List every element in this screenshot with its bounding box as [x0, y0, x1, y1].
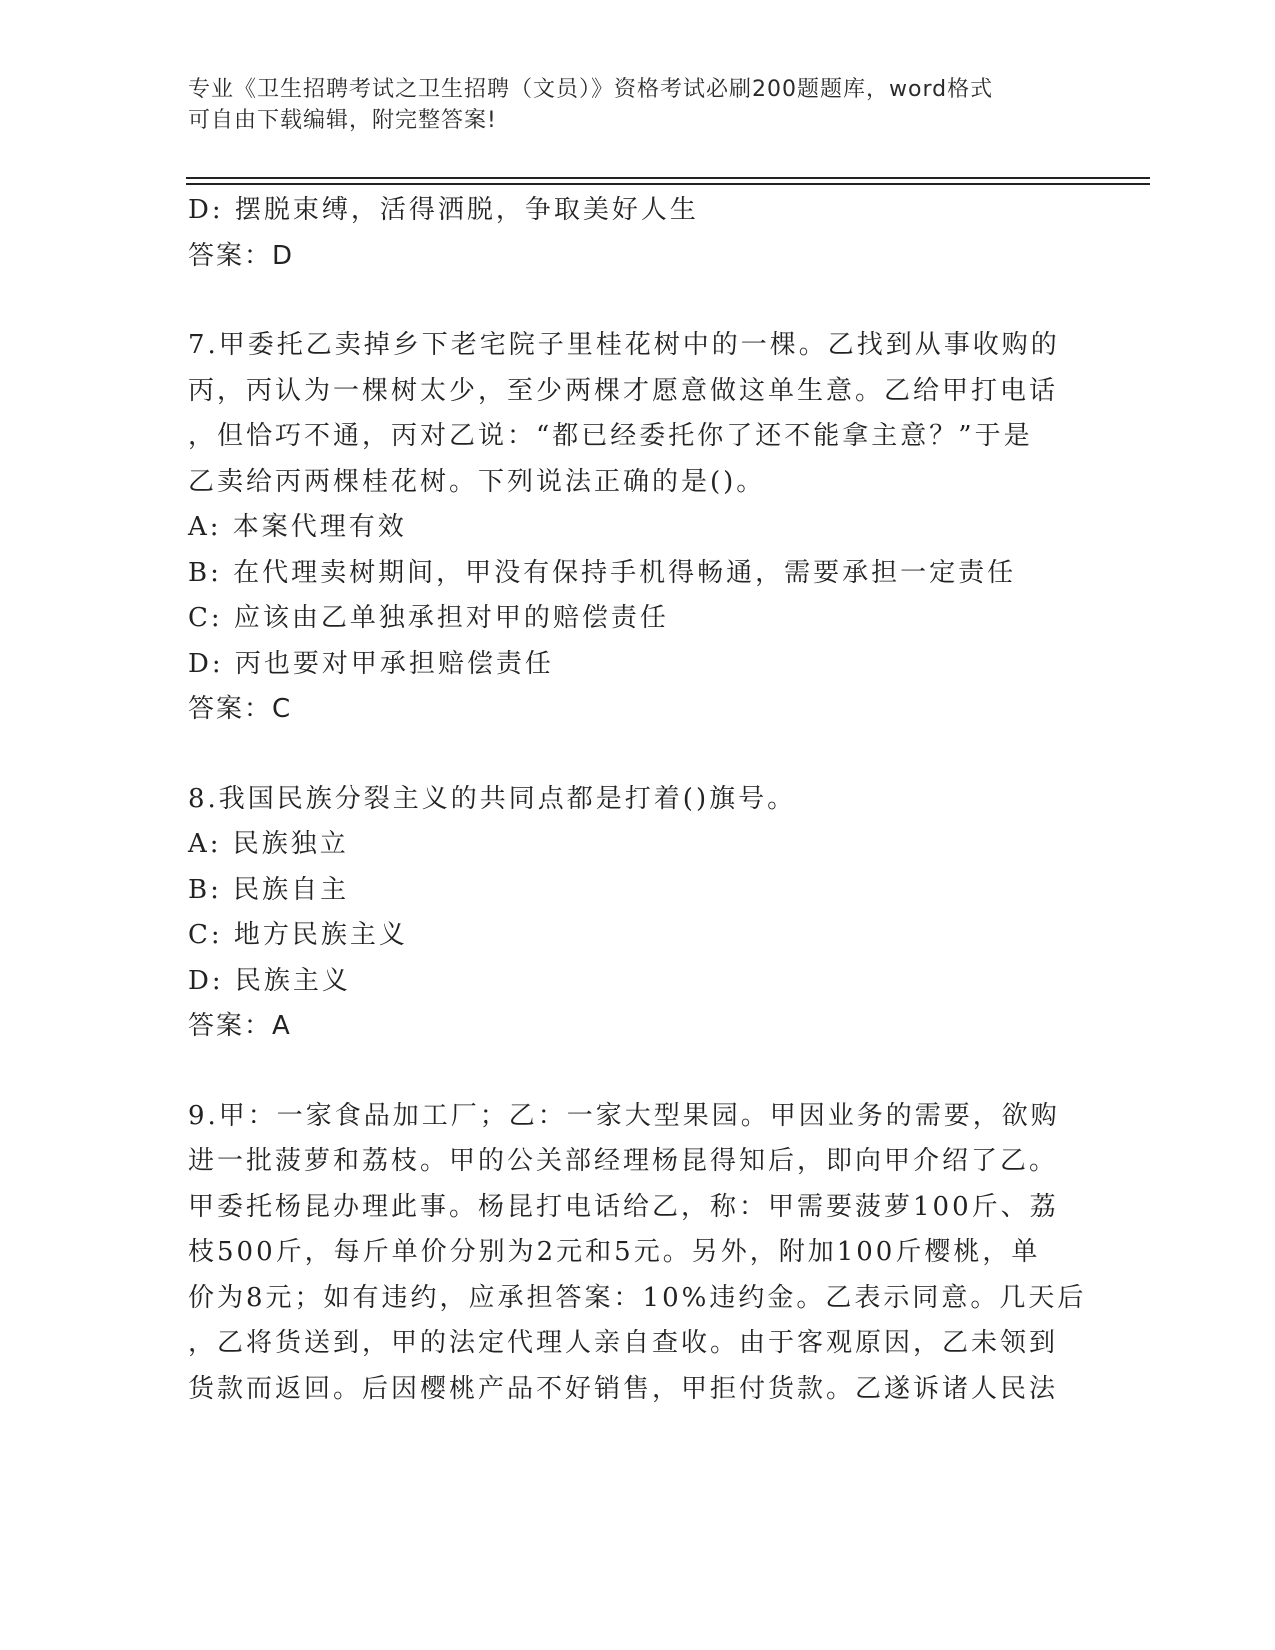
- question-block-9: [188, 1094, 1087, 1413]
- question-block-7: [188, 323, 1068, 733]
- question-text-line: 9.甲：一家食品加工厂；乙：一家大型果园。甲因业务的需要，欲购: [188, 1100, 1060, 1131]
- question-text-line: 丙，丙认为一棵树太少，至少两棵才愿意做这单生意。乙给甲打电话: [188, 375, 1059, 406]
- header-rule-bottom: [186, 183, 1150, 185]
- option-d: D: 丙也要对甲承担赔偿责任: [188, 648, 554, 679]
- question-text-line: 进一批菠萝和荔枝。甲的公关部经理杨昆得知后，即向甲介绍了乙。: [188, 1146, 1059, 1176]
- question-text-line: 乙卖给丙两棵桂花树。下列说法正确的是()。: [188, 466, 766, 497]
- question-text-line: ，乙将货送到，甲的法定代理人亲自查收。由于客观原因，乙未领到: [188, 1328, 1059, 1358]
- answer-line: 答案：A: [188, 1011, 292, 1041]
- document-header: [188, 74, 1068, 136]
- option-d: D: 摆脱束缚，活得洒脱，争取美好人生: [188, 195, 699, 225]
- document-body: [188, 188, 1087, 1412]
- prev-question-block: [188, 188, 1068, 279]
- option-a: A: 本案代理有效: [188, 512, 407, 542]
- answer-line: 答案：C: [188, 694, 293, 724]
- header-line-1: 专业《卫生招聘考试之卫生招聘（文员）》资格考试必刷200题题库，word格式: [188, 77, 994, 102]
- question-text-line: 8.我国民族分裂主义的共同点都是打着()旗号。: [188, 783, 797, 814]
- option-a: A: 民族独立: [188, 829, 349, 859]
- question-text-line: 甲委托杨昆办理此事。杨昆打电话给乙，称：甲需要菠萝100斤、荔: [188, 1191, 1059, 1222]
- question-text-line: ，但恰巧不通，丙对乙说：“都已经委托你了还不能拿主意？”于是: [188, 421, 1033, 451]
- option-b: B: 民族自主: [188, 874, 350, 905]
- question-text-line: 价为8元；如有违约，应承担答案：10%违约金。乙表示同意。几天后: [188, 1282, 1087, 1313]
- question-block-8: [188, 777, 1068, 1050]
- header-line-2: 可自由下载编辑，附完整答案!: [188, 108, 497, 133]
- option-b: B: 在代理卖树期间，甲没有保持手机得畅通，需要承担一定责任: [188, 557, 1017, 588]
- header-rule-top: [186, 177, 1150, 179]
- answer-line: 答案：D: [188, 240, 295, 271]
- question-text-line: 枝500斤，每斤单价分别为2元和5元。另外，附加100斤樱桃，单: [188, 1237, 1041, 1267]
- question-text-line: 货款而返回。后因樱桃产品不好销售，甲拒付货款。乙遂诉诸人民法: [188, 1373, 1059, 1404]
- option-d: D: 民族主义: [188, 965, 351, 996]
- option-c: C: 应该由乙单独承担对甲的赔偿责任: [188, 603, 669, 633]
- option-c: C: 地方民族主义: [188, 920, 408, 950]
- question-text-line: 7.甲委托乙卖掉乡下老宅院子里桂花树中的一棵。乙找到从事收购的: [188, 330, 1060, 360]
